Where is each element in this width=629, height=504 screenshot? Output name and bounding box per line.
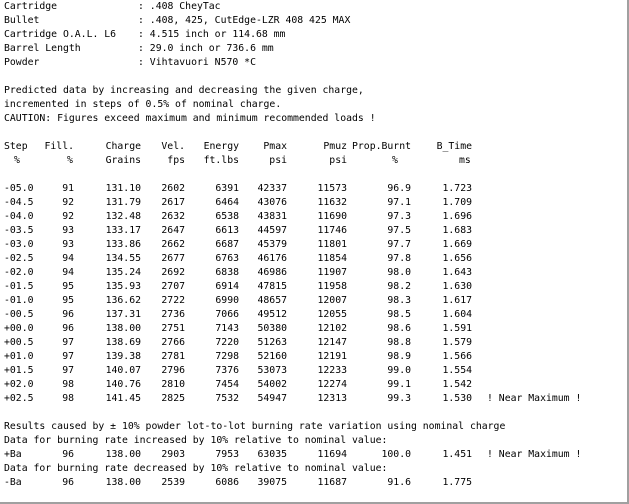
cell-prop-burnt: 98.0 (387, 267, 411, 278)
col-header-energy: Energy (203, 141, 239, 152)
cell-prop-burnt: 99.3 (387, 393, 411, 404)
cell-charge: 135.24 (105, 267, 141, 278)
cell-b-time: 1.530 (442, 393, 472, 404)
col-header-step: Step (4, 141, 28, 152)
cell-energy: 6464 (215, 197, 239, 208)
cell-fill: 96 (62, 449, 74, 460)
cell-step: +02.0 (4, 379, 34, 390)
cell-prop-burnt: 98.9 (387, 351, 411, 362)
cell-vel: 2903 (161, 449, 185, 460)
cell-vel: 2781 (161, 351, 185, 362)
cell-prop-burnt: 91.6 (387, 477, 411, 488)
cell-energy: 6086 (215, 477, 239, 488)
cell-energy: 7532 (215, 393, 239, 404)
powder-label: Powder (4, 57, 40, 68)
burn-decrease-line: Data for burning rate decreased by 10% relative to nominal value: (4, 463, 388, 474)
cell-b-time: 1.669 (442, 239, 472, 250)
cell-energy: 6763 (215, 253, 239, 264)
cell-fill: 93 (62, 239, 74, 250)
oal-label: Cartridge O.A.L. L6 (4, 29, 117, 40)
burn-variation-line: Results caused by ± 10% powder lot-to-lot burning rate variation using nominal charge (4, 421, 506, 432)
cell-step: -03.5 (4, 225, 34, 236)
cell-energy: 7220 (215, 337, 239, 348)
col-header-charge: Charge (105, 141, 141, 152)
cell-step: -00.5 (4, 309, 34, 320)
col-unit-charge: Grains (105, 155, 141, 166)
col-unit-energy: ft.lbs (203, 155, 239, 166)
cell-b-time: 1.656 (442, 253, 472, 264)
cell-vel: 2647 (161, 225, 185, 236)
cell-fill: 96 (62, 477, 74, 488)
cell-charge: 141.45 (105, 393, 141, 404)
cell-b-time: 1.709 (442, 197, 472, 208)
cell-pmuz: 12055 (317, 309, 347, 320)
cell-b-time: 1.579 (442, 337, 472, 348)
cell-energy: 7953 (215, 449, 239, 460)
cell-pmax: 50380 (257, 323, 287, 334)
cell-charge: 140.07 (105, 365, 141, 376)
col-header-fill: Fill. (44, 141, 74, 152)
cell-prop-burnt: 98.8 (387, 337, 411, 348)
cell-step: +01.5 (4, 365, 34, 376)
cell-pmuz: 12191 (317, 351, 347, 362)
near-maximum-flag: ! Near Maximum ! (487, 449, 582, 460)
barrel-label: Barrel Length (4, 43, 81, 54)
cell-vel: 2539 (161, 477, 185, 488)
cell-pmax: 44597 (257, 225, 287, 236)
cell-pmuz: 11632 (317, 197, 347, 208)
cell-vel: 2692 (161, 267, 185, 278)
cell-step: -04.5 (4, 197, 34, 208)
cell-step: -01.5 (4, 281, 34, 292)
cell-pmax: 54947 (257, 393, 287, 404)
cell-pmuz: 11694 (317, 449, 347, 460)
cell-energy: 7454 (215, 379, 239, 390)
caution-line: CAUTION: Figures exceed maximum and minimum recommended loads ! (4, 113, 376, 124)
cell-fill: 94 (62, 253, 74, 264)
cell-vel: 2796 (161, 365, 185, 376)
cell-charge: 135.93 (105, 281, 141, 292)
cell-pmax: 54002 (257, 379, 287, 390)
cell-charge: 140.76 (105, 379, 141, 390)
cell-pmuz: 11958 (317, 281, 347, 292)
cell-vel: 2602 (161, 183, 185, 194)
cell-fill: 97 (62, 337, 74, 348)
cell-charge: 132.48 (105, 211, 141, 222)
cell-prop-burnt: 98.5 (387, 309, 411, 320)
cell-pmuz: 12102 (317, 323, 347, 334)
cell-energy: 6687 (215, 239, 239, 250)
cell-b-time: 1.775 (442, 477, 472, 488)
cell-prop-burnt: 97.5 (387, 225, 411, 236)
col-unit-fill: % (67, 155, 73, 166)
col-unit-b-time: ms (459, 155, 471, 166)
cell-vel: 2766 (161, 337, 185, 348)
col-unit-step: % (14, 155, 20, 166)
cell-pmuz: 12233 (317, 365, 347, 376)
barrel-value: : 29.0 inch or 736.6 mm (138, 43, 274, 54)
cell-energy: 6914 (215, 281, 239, 292)
cell-vel: 2722 (161, 295, 185, 306)
col-header-prop-burnt: Prop.Burnt (352, 141, 411, 152)
cell-charge: 138.69 (105, 337, 141, 348)
cell-b-time: 1.554 (442, 365, 472, 376)
cell-pmuz: 12007 (317, 295, 347, 306)
cell-pmax: 39075 (257, 477, 287, 488)
col-unit-prop-burnt: % (392, 155, 398, 166)
cell-step: -05.0 (4, 183, 34, 194)
cell-charge: 133.86 (105, 239, 141, 250)
cell-pmax: 42337 (257, 183, 287, 194)
cell-pmuz: 11573 (317, 183, 347, 194)
cell-pmuz: 12147 (317, 337, 347, 348)
note-line-2: incremented in steps of 0.5% of nominal charge. (4, 99, 282, 110)
cell-step: +02.5 (4, 393, 34, 404)
cell-step: -Ba (4, 477, 22, 488)
cell-b-time: 1.723 (442, 183, 472, 194)
cell-fill: 98 (62, 379, 74, 390)
cell-charge: 139.38 (105, 351, 141, 362)
cell-pmuz: 12274 (317, 379, 347, 390)
cell-b-time: 1.617 (442, 295, 472, 306)
cell-b-time: 1.451 (442, 449, 472, 460)
cell-vel: 2617 (161, 197, 185, 208)
cell-fill: 96 (62, 309, 74, 320)
cell-vel: 2810 (161, 379, 185, 390)
cell-prop-burnt: 98.2 (387, 281, 411, 292)
cell-vel: 2677 (161, 253, 185, 264)
note-line-1: Predicted data by increasing and decreasing the given charge, (4, 85, 364, 96)
cell-pmuz: 12313 (317, 393, 347, 404)
cell-pmuz: 11801 (317, 239, 347, 250)
col-unit-pmax: psi (269, 155, 287, 166)
cell-pmax: 53073 (257, 365, 287, 376)
cell-step: -04.0 (4, 211, 34, 222)
cell-step: -03.0 (4, 239, 34, 250)
cell-prop-burnt: 97.8 (387, 253, 411, 264)
cell-prop-burnt: 98.6 (387, 323, 411, 334)
cell-pmuz: 11907 (317, 267, 347, 278)
cell-vel: 2825 (161, 393, 185, 404)
cell-pmuz: 11687 (317, 477, 347, 488)
cell-b-time: 1.604 (442, 309, 472, 320)
cell-pmax: 46986 (257, 267, 287, 278)
cell-prop-burnt: 99.0 (387, 365, 411, 376)
cartridge-label: Cartridge (4, 1, 58, 12)
cell-energy: 6838 (215, 267, 239, 278)
cell-energy: 6613 (215, 225, 239, 236)
cell-prop-burnt: 97.7 (387, 239, 411, 250)
cell-pmax: 49512 (257, 309, 287, 320)
burn-increase-line: Data for burning rate increased by 10% relative to nominal value: (4, 435, 388, 446)
cell-vel: 2632 (161, 211, 185, 222)
cell-energy: 6990 (215, 295, 239, 306)
cell-charge: 138.00 (105, 477, 141, 488)
cell-prop-burnt: 98.3 (387, 295, 411, 306)
bullet-label: Bullet (4, 15, 40, 26)
cell-charge: 134.55 (105, 253, 141, 264)
cell-fill: 92 (62, 197, 74, 208)
col-header-b-time: B_Time (436, 141, 472, 152)
cell-b-time: 1.566 (442, 351, 472, 362)
cell-charge: 136.62 (105, 295, 141, 306)
cell-prop-burnt: 97.1 (387, 197, 411, 208)
bullet-value: : .408, 425, CutEdge-LZR 408 425 MAX (138, 15, 351, 26)
cell-pmax: 45379 (257, 239, 287, 250)
cell-fill: 95 (62, 295, 74, 306)
cell-fill: 95 (62, 281, 74, 292)
cell-fill: 94 (62, 267, 74, 278)
cell-pmax: 52160 (257, 351, 287, 362)
cell-energy: 7376 (215, 365, 239, 376)
cell-charge: 131.79 (105, 197, 141, 208)
cell-pmax: 43076 (257, 197, 287, 208)
cell-energy: 6538 (215, 211, 239, 222)
cell-b-time: 1.696 (442, 211, 472, 222)
cell-b-time: 1.591 (442, 323, 472, 334)
cell-vel: 2662 (161, 239, 185, 250)
cell-pmuz: 11690 (317, 211, 347, 222)
col-unit-pmuz: psi (329, 155, 347, 166)
cell-charge: 131.10 (105, 183, 141, 194)
cell-prop-burnt: 96.9 (387, 183, 411, 194)
cell-pmuz: 11746 (317, 225, 347, 236)
col-header-vel: Vel. (161, 141, 185, 152)
cell-b-time: 1.542 (442, 379, 472, 390)
col-header-pmuz: Pmuz (323, 141, 347, 152)
cell-pmax: 43831 (257, 211, 287, 222)
cell-fill: 93 (62, 225, 74, 236)
cell-vel: 2736 (161, 309, 185, 320)
cell-fill: 91 (62, 183, 74, 194)
cell-charge: 138.00 (105, 323, 141, 334)
cell-pmuz: 11854 (317, 253, 347, 264)
cell-vel: 2707 (161, 281, 185, 292)
cell-fill: 98 (62, 393, 74, 404)
cell-step: -02.5 (4, 253, 34, 264)
cell-pmax: 47815 (257, 281, 287, 292)
cell-pmax: 51263 (257, 337, 287, 348)
cell-pmax: 46176 (257, 253, 287, 264)
oal-value: : 4.515 inch or 114.68 mm (138, 29, 286, 40)
cell-step: +00.5 (4, 337, 34, 348)
cell-fill: 96 (62, 323, 74, 334)
cell-prop-burnt: 100.0 (381, 449, 411, 460)
powder-value: : Vihtavuori N570 *C (138, 57, 256, 68)
cell-pmax: 48657 (257, 295, 287, 306)
cell-b-time: 1.630 (442, 281, 472, 292)
cell-step: -01.0 (4, 295, 34, 306)
cell-charge: 133.17 (105, 225, 141, 236)
cell-fill: 97 (62, 351, 74, 362)
cell-charge: 137.31 (105, 309, 141, 320)
cell-energy: 7143 (215, 323, 239, 334)
cartridge-value: : .408 CheyTac (138, 1, 221, 12)
cell-fill: 92 (62, 211, 74, 222)
cell-energy: 7298 (215, 351, 239, 362)
cell-prop-burnt: 99.1 (387, 379, 411, 390)
cell-prop-burnt: 97.3 (387, 211, 411, 222)
cell-fill: 97 (62, 365, 74, 376)
cell-step: +Ba (4, 449, 22, 460)
cell-step: -02.0 (4, 267, 34, 278)
cell-charge: 138.00 (105, 449, 141, 460)
cell-energy: 7066 (215, 309, 239, 320)
cell-energy: 6391 (215, 183, 239, 194)
cell-step: +00.0 (4, 323, 34, 334)
col-unit-vel: fps (167, 155, 185, 166)
col-header-pmax: Pmax (263, 141, 287, 152)
cell-step: +01.0 (4, 351, 34, 362)
cell-vel: 2751 (161, 323, 185, 334)
cell-b-time: 1.683 (442, 225, 472, 236)
cell-pmax: 63035 (257, 449, 287, 460)
near-maximum-flag: ! Near Maximum ! (487, 393, 582, 404)
cell-b-time: 1.643 (442, 267, 472, 278)
